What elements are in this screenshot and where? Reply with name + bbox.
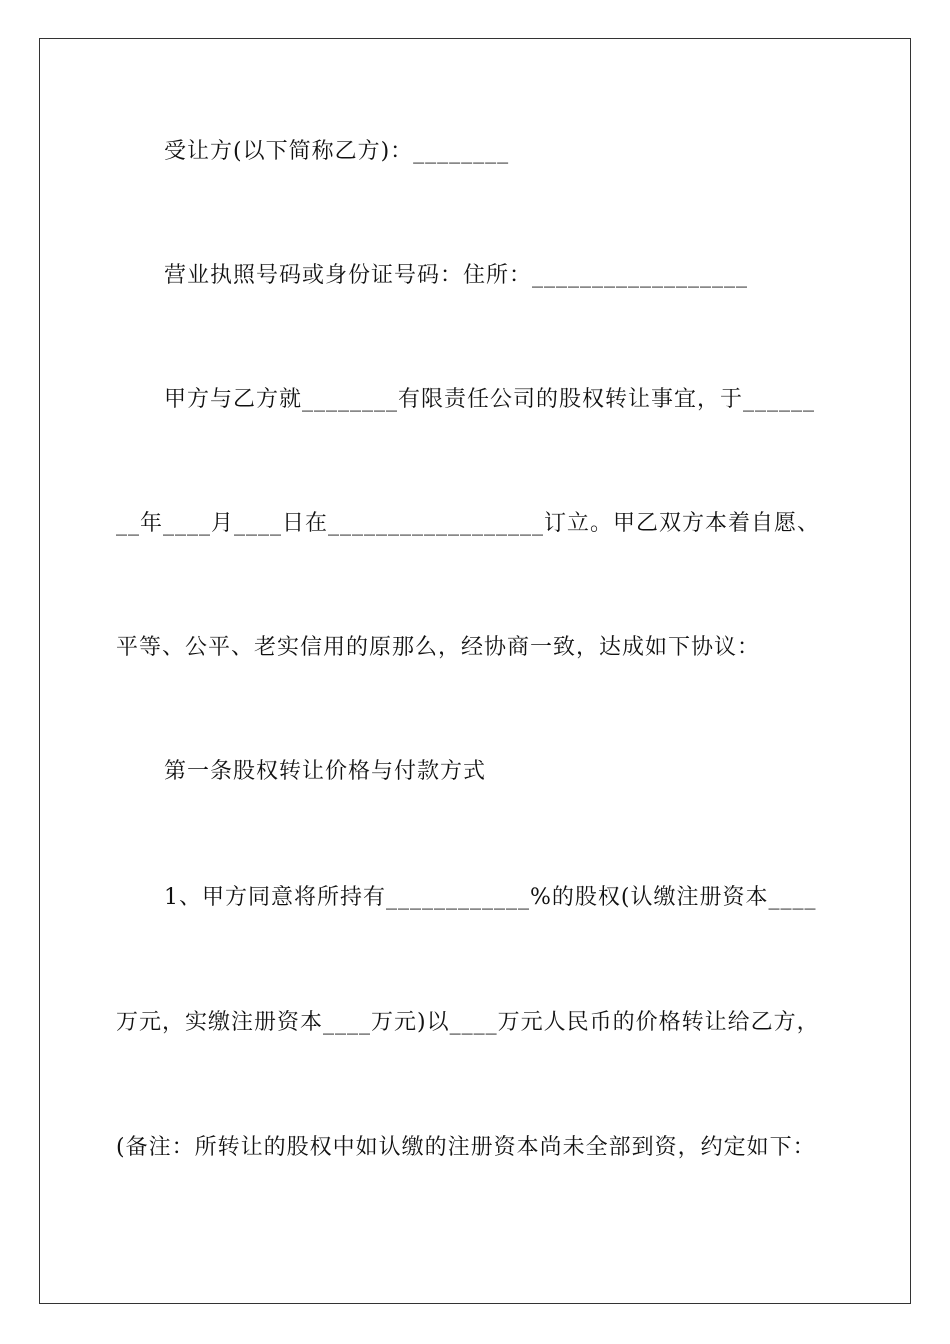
page-border	[39, 38, 911, 1304]
clause-one-continuation: 万元，实缴注册资本____万元)以____万元人民币的价格转让给乙方，	[116, 1010, 820, 1035]
clause-one-line: 1、甲方同意将所持有____________%的股权(认缴注册资本____	[164, 885, 817, 910]
agreement-date-line: __年____月____日在__________________订立。甲乙双方本着自愿、	[116, 511, 821, 536]
agreement-intro-line: 甲方与乙方就________有限责任公司的股权转让事宜，于______	[164, 387, 816, 412]
license-address-line: 营业执照号码或身份证号码：住所：__________________	[164, 263, 749, 288]
remark-line: (备注：所转让的股权中如认缴的注册资本尚未全部到资，约定如下：	[116, 1135, 816, 1160]
transferee-line: 受让方(以下简称乙方)：________	[164, 139, 510, 164]
agreement-principles-line: 平等、公平、老实信用的原那么，经协商一致，达成如下协议：	[116, 635, 761, 660]
article-one-heading: 第一条股权转让价格与付款方式	[164, 759, 487, 784]
